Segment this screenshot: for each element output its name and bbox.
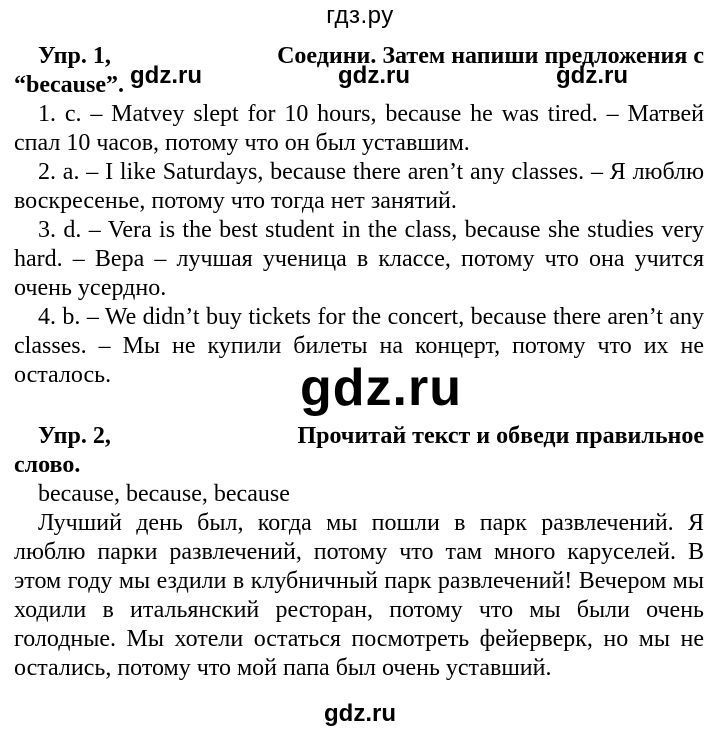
exercise-2-number: Упр. 2,: [38, 423, 111, 449]
watermark-inline-1: gdz.ru: [130, 62, 202, 89]
exercise-1-answer-2: 2. a. – I like Saturdays, because there aren’t any classes. – Я люблю воскресенье, потому что тогда нет занятий.: [14, 159, 704, 214]
exercise-2-answers: because, because, because: [38, 481, 290, 507]
watermark-bottom: gdz.ru: [324, 700, 396, 727]
exercise-2-title: Прочитай текст и обведи правильное: [297, 423, 704, 449]
exercise-1-answer-4: 4. b. – We didn’t buy tickets for the concert, because there aren’t any classes. – Мы не купили билеты на концерт, потому что их не осталось.: [14, 304, 704, 388]
exercise-1-title: Соедини. Затем напиши предложения с: [277, 43, 704, 69]
watermark-top: гдз.ру: [326, 2, 394, 29]
exercise-2-title-cont: слово.: [14, 452, 81, 478]
watermark-large: gdz.ru: [300, 359, 462, 417]
exercise-1-number: Упр. 1,: [38, 43, 111, 69]
exercise-2-heading: [14, 422, 704, 480]
exercise-1-title-cont: “because”.: [14, 72, 124, 98]
exercise-1-answer-1: 1. c. – Matvey slept for 10 hours, because he was tired. – Матвей спал 10 часов, потому что он был уставшим.: [14, 101, 704, 156]
watermark-inline-3: gdz.ru: [556, 62, 628, 89]
watermark-inline-2: gdz.ru: [338, 62, 410, 89]
exercise-1-answer-3: 3. d. – Vera is the best student in the class, because she studies very hard. – Вера – лучшая ученица в классе, потому что она учится очень усердно.: [14, 217, 704, 301]
exercise-2-text: Лучший день был, когда мы пошли в парк развлечений. Я люблю парки развлечений, потому что там много каруселей. В этом году мы ездили в клубничный парк развлечений! Вечером мы ходили в итальянский ресторан, потому что мы были очень голодные. Мы хотели остаться посмотреть фейерверк, но мы не остались, потому что мой папа был очень уставший.: [14, 510, 704, 681]
